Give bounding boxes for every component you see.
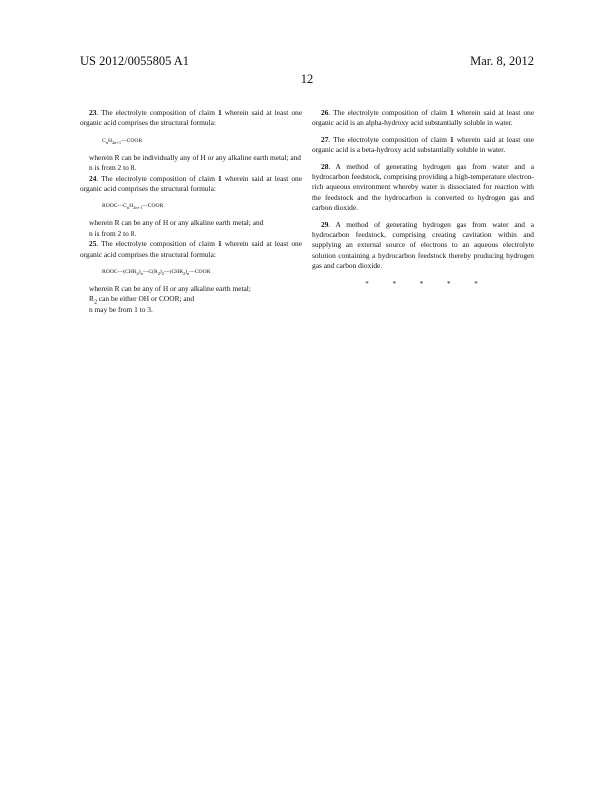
right-column	[312, 108, 534, 289]
claim-number: 25	[89, 239, 97, 249]
claim-reference: 1	[217, 173, 222, 183]
claim-text: wherein said at least one organic acid comprises the structural formula:	[80, 239, 303, 259]
claim-text: . A method of generating hydrogen gas from water and a hydrocarbon feedstock, comprising providing a high-temperature electron-rich aqueous environment whereby water is dissociated for reaction with the feedstock and the hydrocarbon is converted to hydrogen gas and carbon dioxide.	[312, 161, 534, 213]
claim-26	[312, 108, 534, 129]
claim-23-range: n is from 2 to 8.	[89, 163, 137, 173]
claim-number: 28	[321, 161, 329, 171]
claim-text: . A method of generating hydrogen gas from water and a hydrocarbon feedstock, comprising creating cavitation within and supplying an external source of electrons to an aqueous electrolyte solution containing a hydrocarbon feedstock thereby producing hydrogen gas and carbon dioxide.	[312, 219, 534, 271]
publication-number: US 2012/0055805 A1	[80, 54, 190, 68]
claim-reference: 1	[217, 108, 222, 117]
claim-25-range: n may be from 1 to 3.	[89, 304, 153, 314]
page-number: 12	[300, 72, 314, 86]
claim-text: . The electrolyte composition of claim	[96, 239, 218, 249]
publication-date: Mar. 8, 2012	[470, 54, 534, 68]
claim-25	[80, 239, 302, 260]
structural-formula: $ROOC—C_nH_{2n+1}—COOR$	[102, 203, 164, 211]
claim-reference: 1	[449, 134, 454, 144]
claim-24	[80, 174, 302, 195]
claim-text: wherein said at least one organic acid comprises the structural formula:	[80, 173, 303, 194]
claim-text: wherein said at least one organic acid comprises the structural formula:	[80, 108, 303, 128]
structural-formula: $ROOC—(CHR_2)_n—C(R_2)_2—(CHR_2)_n—COOR$	[102, 269, 211, 277]
claim-24-wherein: wherein R can be any of H or any alkaline earth metal; and	[89, 218, 264, 228]
claim-number: 24	[89, 173, 97, 183]
end-of-document-mark: * * * * *	[365, 279, 489, 288]
claim-25-r2: $R_2$ can be either OH or COOR; and	[89, 294, 195, 306]
left-column	[80, 108, 302, 315]
claim-text: . The electrolyte composition of claim	[96, 108, 218, 117]
claim-number: 29	[321, 219, 329, 229]
claim-text: wherein said at least one organic acid is a beta-hydroxy acid substantially soluble in water.	[312, 134, 535, 155]
claim-27	[312, 135, 534, 156]
claim-text: wherein said at least one organic acid is an alpha-hydroxy acid substantially soluble in water.	[312, 108, 535, 128]
claim-text: . The electrolyte composition of claim	[328, 134, 450, 144]
claim-23	[80, 108, 302, 129]
claim-reference: 1	[449, 108, 454, 117]
claim-24-range: n is from 2 to 8.	[89, 228, 137, 238]
claim-text: . The electrolyte composition of claim	[96, 173, 218, 183]
structural-formula: $C_nH_{2n+1}—COOR$	[102, 137, 143, 145]
claim-number: 26	[321, 108, 329, 117]
claim-number: 23	[89, 108, 97, 117]
claim-number: 27	[321, 134, 329, 144]
claim-28	[312, 162, 534, 214]
claim-25-wherein: wherein R can be any of H or any alkaline earth metal;	[89, 284, 251, 294]
claim-text: . The electrolyte composition of claim	[328, 108, 450, 117]
claim-29	[312, 220, 534, 272]
claim-23-wherein: wherein R can be individually any of H or any alkaline earth metal; and	[89, 152, 301, 162]
claim-reference: 1	[217, 239, 222, 249]
